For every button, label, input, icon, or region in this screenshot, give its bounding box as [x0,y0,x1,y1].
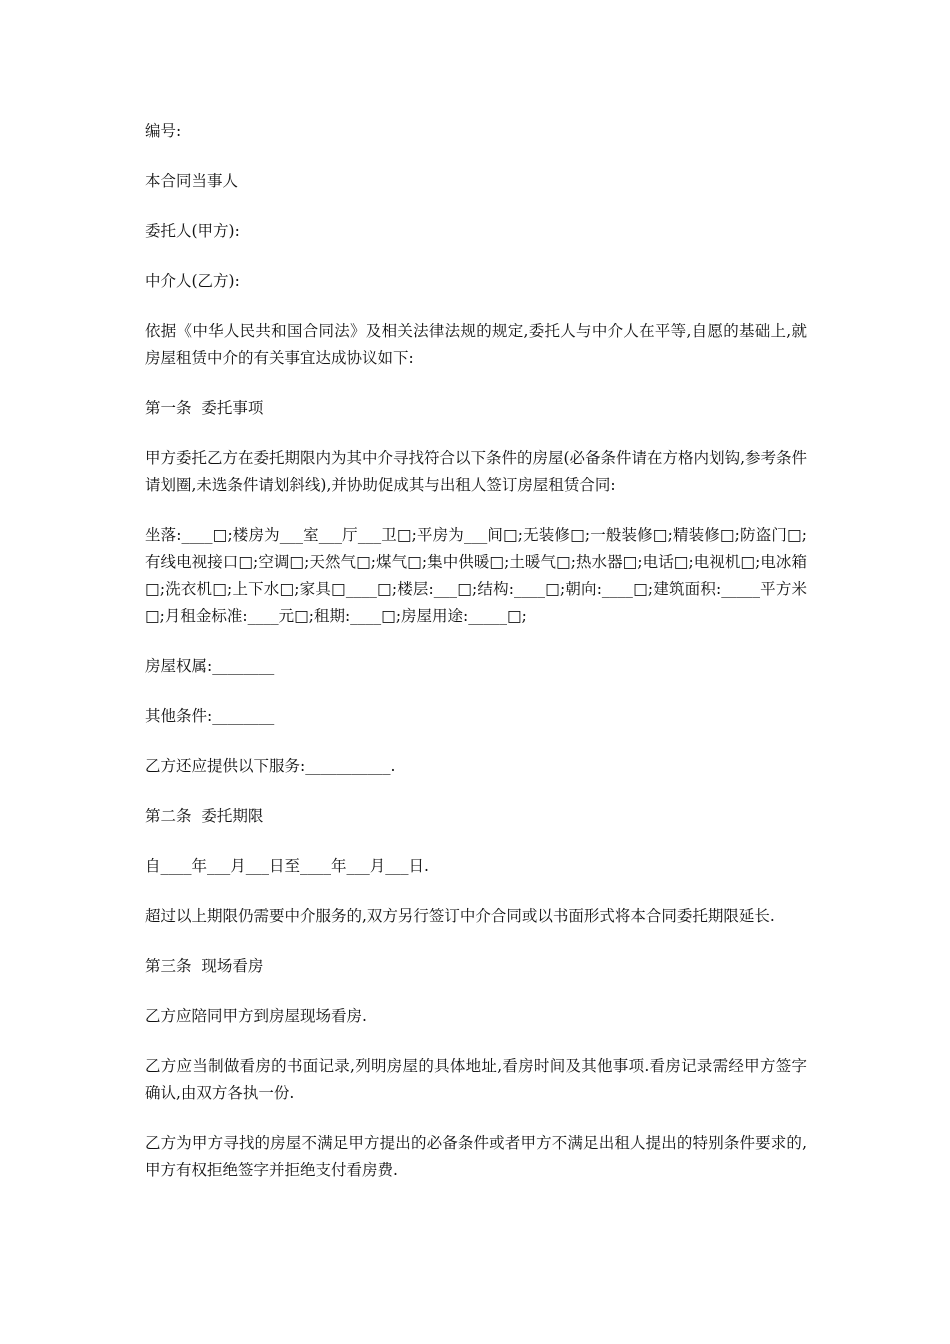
article-2-extension: 超过以上期限仍需要中介服务的,双方另行签订中介合同或以书面形式将本合同委托期限延长. [145,907,775,925]
preamble-paragraph: 依据《中华人民共和国合同法》及相关法律法规的规定,委托人与中介人在平等,自愿的基础上,就房屋租赁中介的有关事宜达成协议如下: [145,322,807,367]
contract-document [145,118,807,1207]
ownership-field: 房屋权属:________ [145,657,275,675]
article-1-title: 第一条 委托事项 [145,399,264,417]
article-1-conditions: 坐落:____□;楼房为___室___厅___卫□;平房为___间□;无装修□;一般装修□;精装修□;防盗门□;有线电视接口□;空调□;天然气□;煤气□;集中供暖□;土暖气□;热水器□;电话□;电视机□;电冰箱□;洗衣机□;上下水□;家具□____□;楼层:___□;结构:____□;朝向:____□;建筑面积:_____平方米□;月租金标准:____元□;租期:____□;房屋用途:_____□; [145,526,807,625]
article-2-period: 自____年___月___日至____年___月___日. [145,857,429,875]
extra-services-field: 乙方还应提供以下服务:___________. [145,757,396,775]
article-3-title: 第三条 现场看房 [145,957,264,975]
article-3-paragraph-3: 乙方为甲方寻找的房屋不满足甲方提出的必备条件或者甲方不满足出租人提出的特别条件要求的,甲方有权拒绝签字并拒绝支付看房费. [145,1134,807,1179]
agent-party-label: 中介人(乙方): [145,272,240,290]
contract-number-label: 编号: [145,122,182,140]
article-2-title: 第二条 委托期限 [145,807,264,825]
article-3-paragraph-1: 乙方应陪同甲方到房屋现场看房. [145,1007,367,1025]
client-party-label: 委托人(甲方): [145,222,240,240]
article-3-paragraph-2: 乙方应当制做看房的书面记录,列明房屋的具体地址,看房时间及其他事项.看房记录需经甲方签字确认,由双方各执一份. [145,1057,807,1102]
other-conditions-field: 其他条件:________ [145,707,275,725]
parties-heading: 本合同当事人 [145,172,239,190]
article-1-intro: 甲方委托乙方在委托期限内为其中介寻找符合以下条件的房屋(必备条件请在方格内划钩,参考条件请划圈,未选条件请划斜线),并协助促成其与出租人签订房屋租赁合同: [145,449,807,494]
